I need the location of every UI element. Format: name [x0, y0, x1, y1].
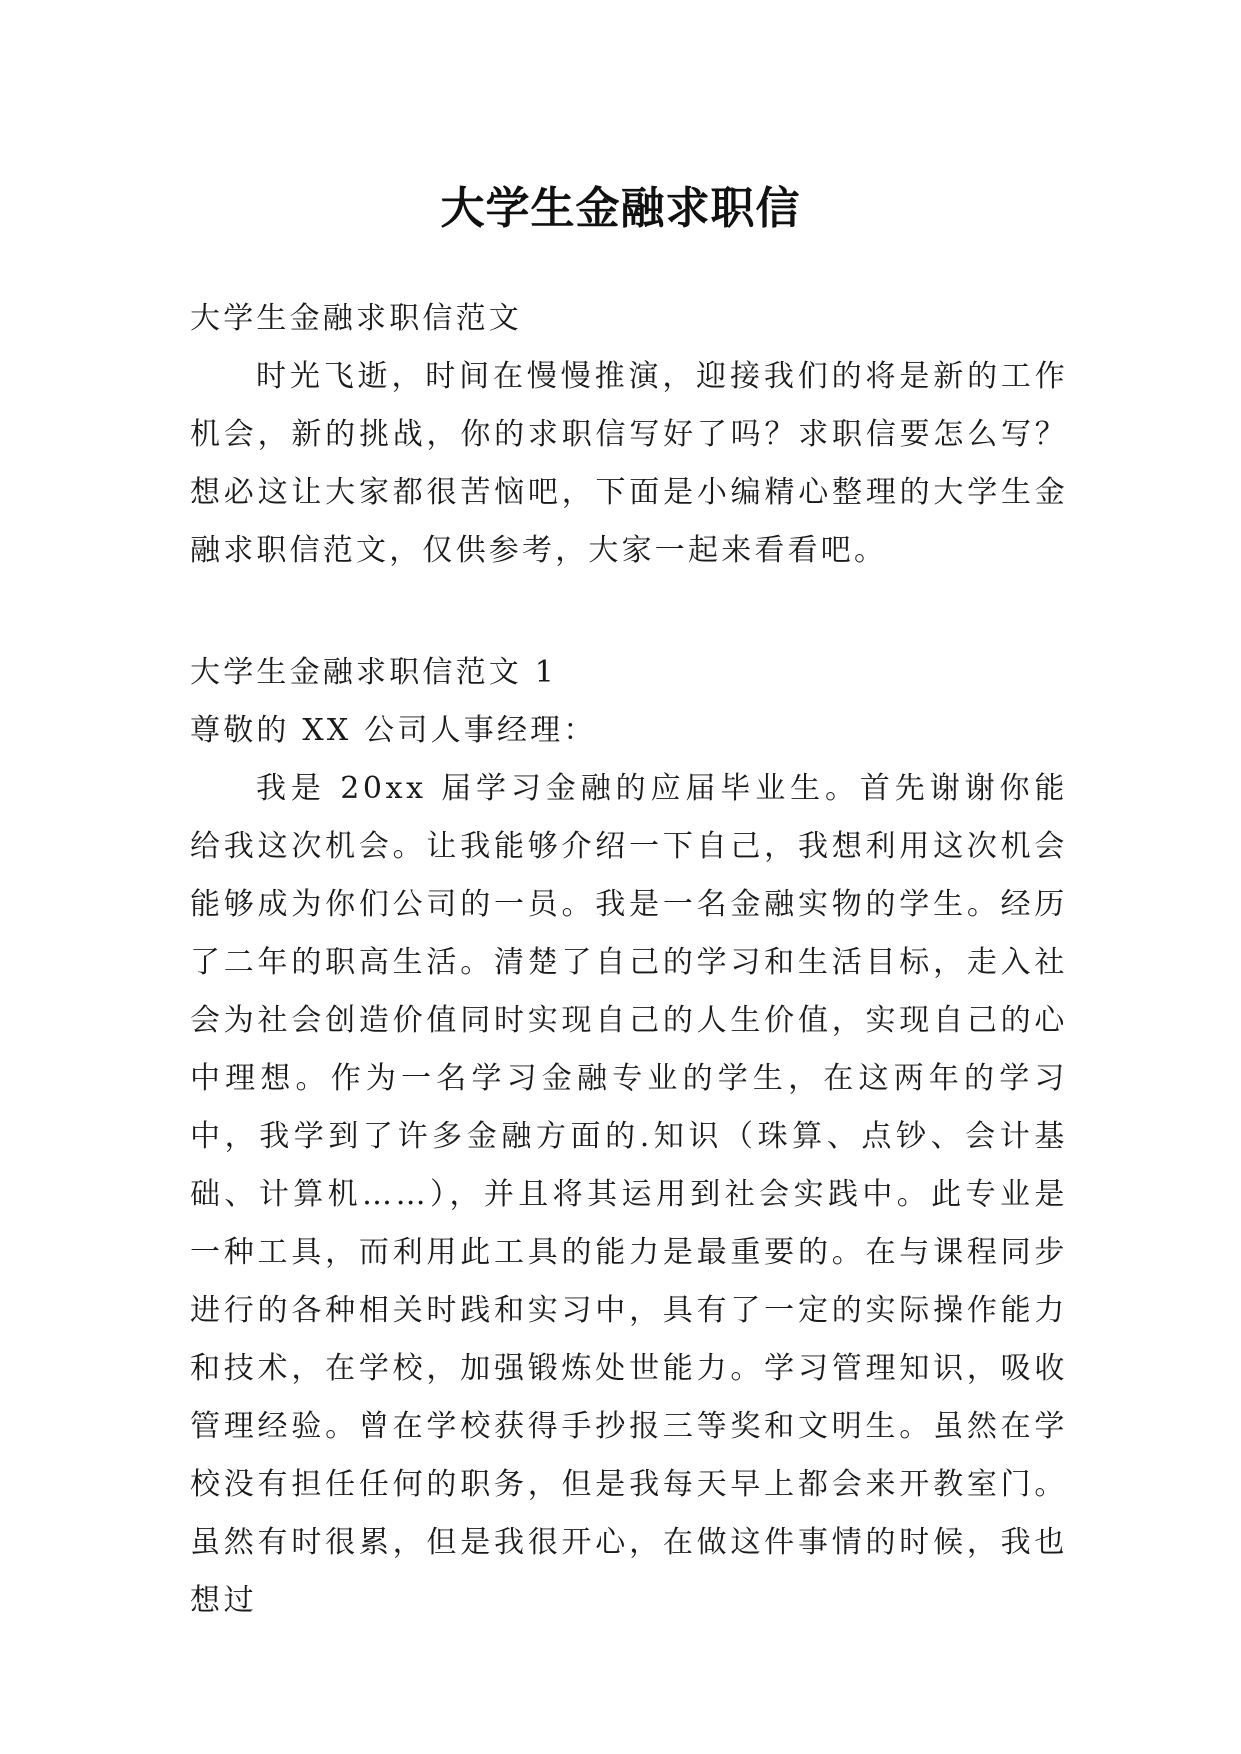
salutation: 尊敬的 XX 公司人事经理：	[190, 713, 597, 748]
sample1-heading: 大学生金融求职信范文 1	[190, 655, 558, 690]
document-body	[190, 290, 1068, 1630]
sample1-paragraph: 我是 20xx 届学习金融的应届毕业生。首先谢谢你能给我这次机会。让我能够介绍一下自己，我想利用这次机会能够成为你们公司的一员。我是一名金融实物的学生。经历了二年的职高生活。清楚了自己的学习和生活目标，走入社会为社会创造价值同时实现自己的人生价值，实现自己的心中理想。作为一名学习金融专业的学生，在这两年的学习中，我学到了许多金融方面的.知识（珠算、点钞、会计基础、计算机……），并且将其运用到社会实践中。此专业是一种工具，而利用此工具的能力是最重要的。在与课程同步进行的各种相关时践和实习中，具有了一定的实际操作能力和技术，在学校，加强锻炼处世能力。学习管理知识，吸收管理经验。曾在学校获得手抄报三等奖和文明生。虽然在学校没有担任任何的职务，但是我每天早上都会来开教室门。虽然有时很累，但是我很开心，在做这件事情的时候，我也想过	[190, 771, 1068, 1618]
section-spacer	[190, 580, 1068, 644]
intro-paragraph: 时光飞逝，时间在慢慢推演，迎接我们的将是新的工作机会，新的挑战，你的求职信写好了吗？求职信要怎么写？想必这让大家都很苦恼吧，下面是小编精心整理的大学生金融求职信范文，仅供参考，大家一起来看看吧。	[190, 359, 1068, 568]
document-title: 大学生金融求职信	[440, 183, 801, 235]
intro-heading: 大学生金融求职信范文	[190, 301, 522, 336]
